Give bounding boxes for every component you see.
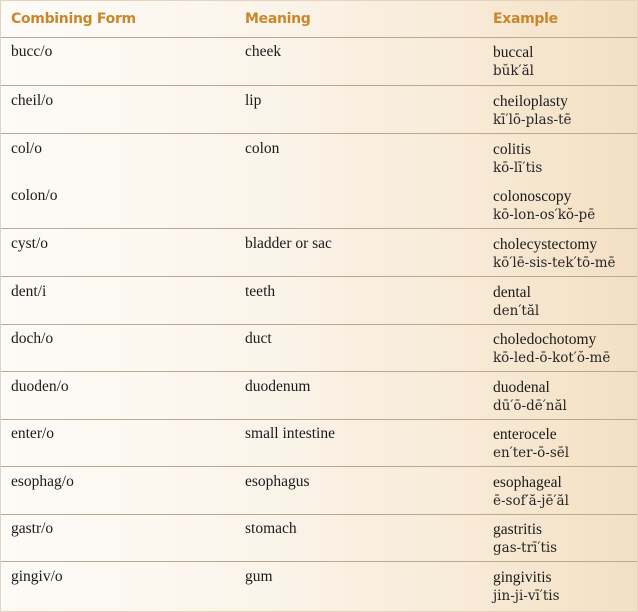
meaning-cell: gum	[245, 568, 273, 585]
table-row	[1, 135, 637, 182]
combining-form-cell: cyst/o	[11, 235, 49, 252]
example-cell	[493, 235, 616, 273]
table-row	[1, 278, 637, 325]
example-pronunciation: en′ter-ō-sēl	[493, 445, 570, 461]
example-pronunciation: kō-lon-os′kŏ-pē	[493, 207, 596, 223]
example-word: colonoscopy	[493, 188, 572, 205]
meaning-cell: colon	[245, 140, 280, 157]
meaning-cell: bladder or sac	[245, 235, 332, 252]
meaning-cell: duct	[245, 330, 272, 347]
example-word: esophageal	[493, 474, 562, 491]
example-word: gingivitis	[493, 569, 552, 586]
example-pronunciation: kō-lī′tis	[493, 160, 543, 176]
meaning-cell: lip	[245, 92, 262, 109]
example-cell	[493, 568, 560, 606]
example-word: cheiloplasty	[493, 93, 568, 110]
example-word: gastritis	[493, 521, 543, 538]
example-pronunciation: bŭk′ăl	[493, 63, 534, 79]
table-row	[1, 373, 637, 420]
table-row	[1, 87, 637, 134]
table-row	[1, 38, 637, 86]
combining-form-cell: enter/o	[11, 425, 55, 442]
example-word: duodenal	[493, 379, 550, 396]
meaning-cell: stomach	[245, 520, 297, 537]
example-word: colitis	[493, 141, 531, 158]
table-row	[1, 468, 637, 515]
example-word: dental	[493, 284, 531, 301]
example-word: choledochotomy	[493, 331, 597, 348]
example-cell	[493, 520, 557, 558]
example-cell	[493, 283, 539, 321]
combining-form-cell: esophag/o	[11, 473, 74, 490]
example-word: cholecystectomy	[493, 236, 598, 253]
table-row	[1, 182, 637, 229]
example-cell	[493, 330, 610, 368]
example-pronunciation: ē-sof′ă-jē′ăl	[493, 493, 569, 509]
combining-form-cell: cheil/o	[11, 92, 54, 109]
combining-form-cell: col/o	[11, 140, 42, 157]
example-cell	[493, 92, 571, 130]
example-word: enterocele	[493, 426, 557, 443]
table-row	[1, 515, 637, 562]
combining-form-cell: duoden/o	[11, 378, 69, 395]
meaning-cell: teeth	[245, 283, 276, 300]
meaning-cell: duodenum	[245, 378, 311, 395]
example-pronunciation: gas-trī′tis	[493, 540, 558, 556]
meaning-cell: small intestine	[245, 425, 335, 442]
combining-form-cell: bucc/o	[11, 43, 53, 60]
combining-form-cell: dent/i	[11, 283, 47, 300]
combining-form-cell: gingiv/o	[11, 568, 63, 585]
example-word: buccal	[493, 44, 534, 61]
example-pronunciation: den′tăl	[493, 303, 540, 319]
header-meaning: Meaning	[245, 11, 311, 27]
example-cell	[493, 425, 569, 463]
example-cell	[493, 473, 569, 511]
example-pronunciation: kō′lē-sis-tek′tō-mē	[493, 255, 616, 271]
header-combining-form: Combining Form	[11, 11, 136, 27]
table-row	[1, 420, 637, 467]
example-cell	[493, 187, 595, 225]
example-cell	[493, 140, 542, 178]
table-row	[1, 230, 637, 277]
example-pronunciation: jin-ji-vī′tis	[493, 588, 560, 604]
combining-form-cell: gastr/o	[11, 520, 54, 537]
example-cell	[493, 43, 534, 81]
meaning-cell: cheek	[245, 43, 282, 60]
example-pronunciation: dū′ō-dē′năl	[493, 398, 567, 414]
combining-form-cell: colon/o	[11, 187, 58, 204]
meaning-cell: esophagus	[245, 473, 310, 490]
table-row	[1, 325, 637, 372]
header-example: Example	[493, 11, 558, 27]
combining-form-cell: doch/o	[11, 330, 54, 347]
example-cell	[493, 378, 567, 416]
example-pronunciation: kō-led-ō-kot′ŏ-mē	[493, 350, 611, 366]
table-header	[1, 1, 637, 38]
table-row	[1, 563, 637, 611]
example-pronunciation: kī′lō-plas-tē	[493, 112, 572, 128]
